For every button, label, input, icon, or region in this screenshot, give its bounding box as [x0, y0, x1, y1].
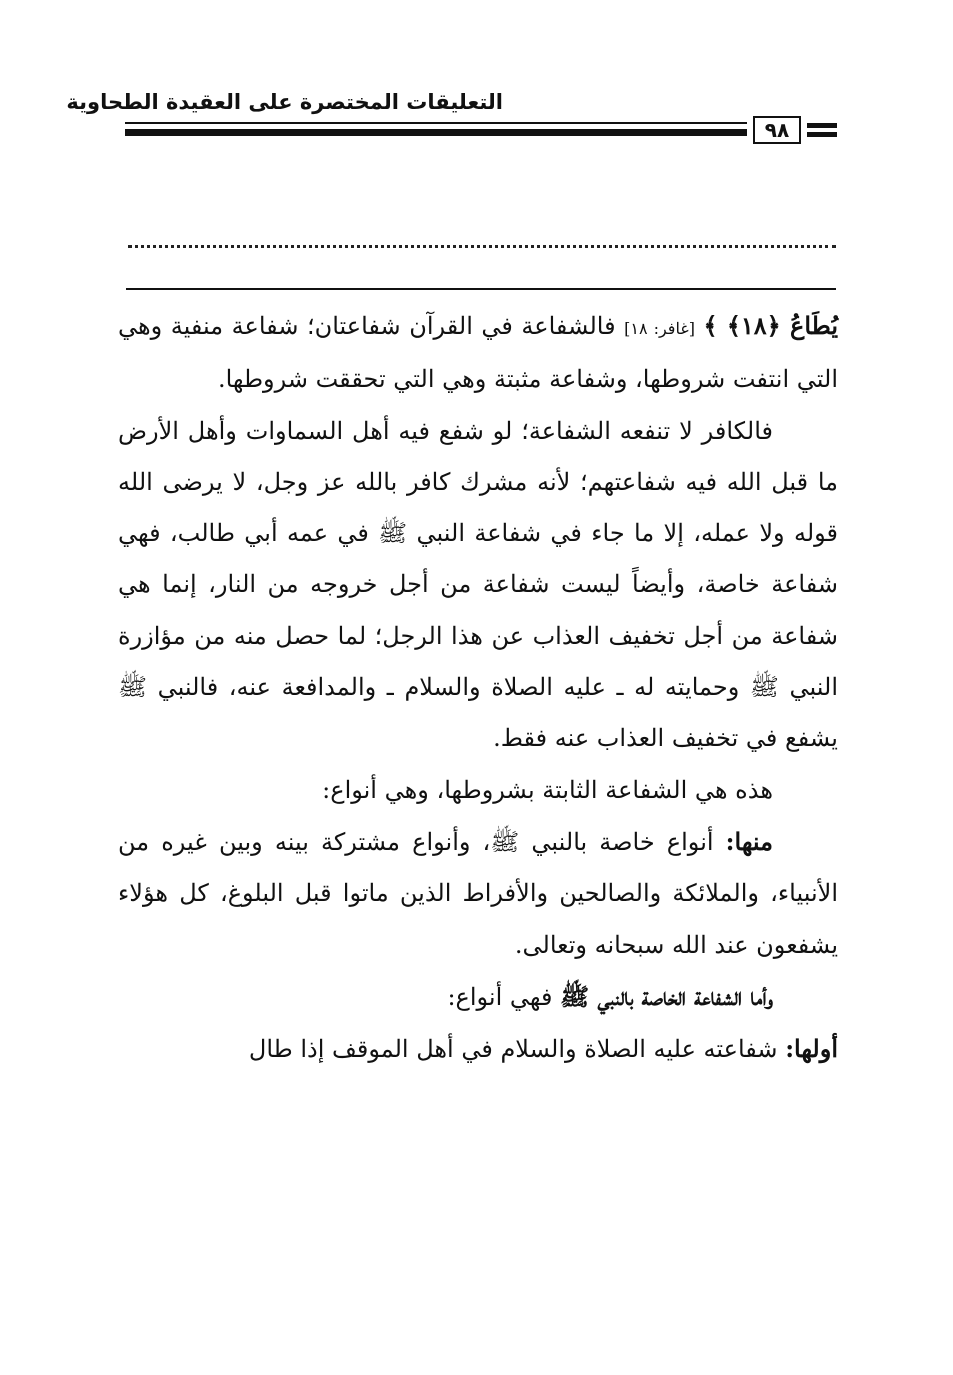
page-number: ٩٨ [753, 116, 801, 144]
paragraph: هذه هي الشفاعة الثابتة بشروطها، وهي أنواع: [322, 775, 773, 804]
paragraph [118, 300, 838, 406]
header-thin-rule [125, 122, 747, 124]
book-title: التعليقات المختصرة على العقيدة الطحاوية [66, 90, 503, 114]
quran-verse-end: يُطَاعُ ﴿١٨﴾ ﴾ [703, 311, 839, 340]
header-thick-rule [125, 129, 747, 136]
paragraph-lead: منها: [725, 826, 773, 856]
paragraph-text: شفاعته عليه الصلاة والسلام في أهل الموقف إذا طال [248, 1035, 778, 1064]
paragraph-lead: أولها: [785, 1034, 838, 1064]
dotted-separator [128, 245, 836, 248]
verse-citation: [غافر: ١٨] [624, 319, 695, 338]
header-dash-mark [807, 132, 837, 137]
paragraph [118, 971, 838, 1023]
paragraph: فالكافر لا تنفعه الشفاعة؛ لو شفع فيه أهل السماوات وأهل الأرض ما قبل الله فيه شفاعتهم؛ لأنه مشرك كافر بالله عز وجل، لا يرضى الله قوله ولا عمله، إلا ما جاء في شفاعة النبي ﷺ في عمه أبي طالب، فهي شفاعة خاصة، وأيضاً ليست شفاعة من أجل خروجه من النار، إنما هي شفاعة من أجل تخفيف العذاب عن هذا الرجل؛ لما حصل منه من مؤازرة النبي ﷺ وحمايته له ـ عليه الصلاة والسلام ـ والمدافعة عنه، فالنبي ﷺ يشفع في تخفيف العذاب عنه فقط. [118, 416, 839, 753]
page-header [66, 84, 837, 156]
paragraph [118, 816, 838, 971]
paragraph-lead: وأما الشفاعة الخاصة بالنبي ﷺ [560, 981, 773, 1011]
paragraph-text: فهي أنواع: [447, 982, 553, 1011]
footnote-separator [126, 288, 836, 290]
main-text [118, 300, 838, 1075]
paragraph-text: فالشفاعة في القرآن شفاعتان؛ شفاعة منفية وهي التي انتفت شروطها، وشفاعة مثبتة وهي التي تحققت شروطها. [118, 312, 838, 394]
paragraph-text: أنواع خاصة بالنبي ﷺ، وأنواع مشتركة بينه وبين غيره من الأنبياء، والملائكة والصالحين والأفراط الذين ماتوا قبل البلوغ، كل هؤلاء يشفعون عند الله سبحانه وتعالى. [118, 827, 838, 959]
header-dash-mark [807, 123, 837, 128]
paragraph [118, 1023, 838, 1075]
